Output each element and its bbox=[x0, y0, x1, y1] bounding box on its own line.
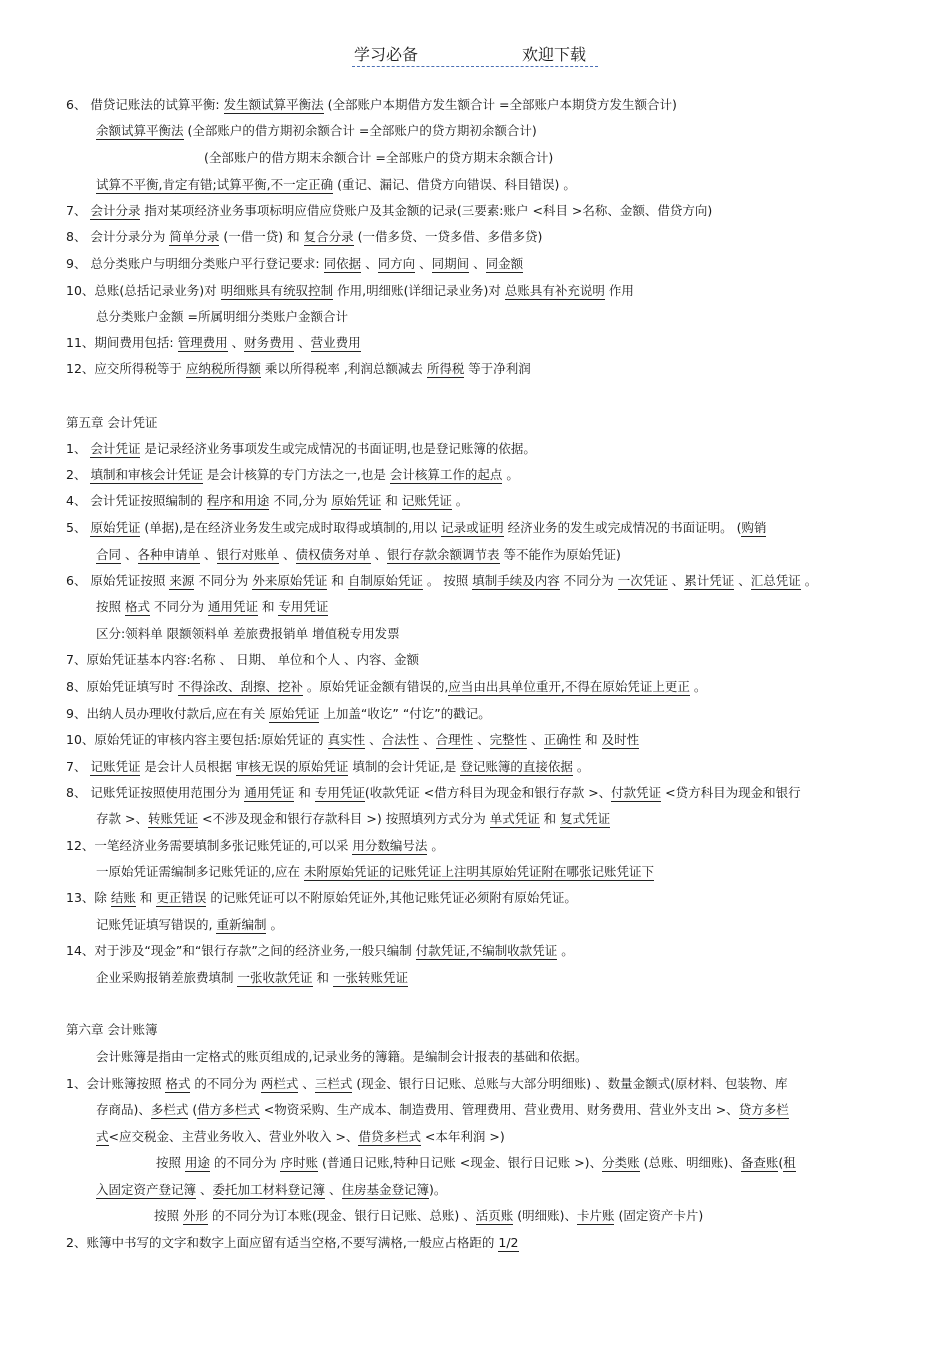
text-segment: 、 bbox=[121, 547, 138, 562]
text-segment: 。 bbox=[427, 838, 444, 853]
text-line bbox=[66, 705, 491, 723]
underlined-answer: 原始凭证 bbox=[331, 493, 382, 508]
text-segment: 、 bbox=[469, 256, 486, 271]
text-line bbox=[156, 1154, 796, 1172]
text-segment: 8、 会计分录分为 bbox=[66, 229, 170, 244]
underlined-answer: 自制原始凭证 bbox=[347, 573, 423, 588]
text-segment: 不同分为 bbox=[559, 573, 618, 588]
text-segment: 。 bbox=[572, 759, 590, 774]
underlined-answer: 明细账具有统驭控制 bbox=[220, 283, 334, 298]
text-segment: (一借一贷) 和 bbox=[219, 229, 304, 244]
text-segment: 上加盖“收讫” “付讫”的戳记。 bbox=[319, 706, 491, 721]
text-segment: 乘以所得税率 ,利润总额减去 bbox=[260, 361, 427, 376]
underlined-answer: 真实性 bbox=[327, 732, 366, 747]
text-segment: 、 bbox=[667, 573, 685, 588]
underlined-answer: 借方多栏式 bbox=[197, 1102, 260, 1117]
text-segment: <贷方科目为现金和银行 bbox=[661, 785, 801, 800]
text-segment: (收款凭证 <借方科目为现金和银行存款 >、 bbox=[364, 785, 612, 800]
underlined-answer: 租 bbox=[783, 1155, 796, 1170]
text-line bbox=[66, 678, 706, 696]
underlined-answer: 原始凭证 bbox=[269, 706, 320, 721]
text-segment: 12、应交所得税等于 bbox=[66, 361, 186, 376]
underlined-answer: 外形 bbox=[182, 1208, 208, 1223]
page-header bbox=[352, 40, 598, 67]
text-line bbox=[66, 440, 536, 458]
text-segment: (明细账)、 bbox=[513, 1208, 577, 1223]
header-left-text: 学习必备 bbox=[354, 45, 419, 64]
underlined-answer: 银行对账单 bbox=[216, 547, 280, 562]
text-segment: 6、 借贷记账法的试算平衡: bbox=[66, 97, 224, 112]
text-segment: 13、除 bbox=[66, 890, 111, 905]
text-segment: 第六章 会计账簿 bbox=[66, 1022, 158, 1037]
text-segment: 存商品)、 bbox=[96, 1102, 151, 1117]
underlined-answer: 购销 bbox=[741, 520, 767, 535]
text-segment: <本年利润 >) bbox=[420, 1129, 505, 1144]
text-line bbox=[66, 1021, 157, 1039]
text-line bbox=[96, 598, 328, 616]
underlined-answer: 分类账 bbox=[602, 1155, 640, 1170]
text-line bbox=[66, 837, 444, 855]
underlined-answer: 同依据 bbox=[323, 256, 362, 271]
underlined-answer: 审核无误的原始凭证 bbox=[235, 759, 349, 774]
underlined-answer: 通用凭证 bbox=[244, 785, 295, 800]
underlined-answer: 1/2 bbox=[498, 1235, 519, 1250]
text-line bbox=[96, 122, 537, 140]
text-segment: 4、 会计凭证按照编制的 bbox=[66, 493, 207, 508]
underlined-answer: 备查账 bbox=[740, 1155, 779, 1170]
text-segment: 10、总账(总括记录业务)对 bbox=[66, 283, 221, 298]
underlined-answer: 简单分录 bbox=[169, 229, 220, 244]
text-segment: 、 bbox=[734, 573, 751, 588]
text-line bbox=[66, 360, 531, 378]
text-line bbox=[66, 492, 468, 510]
text-segment: 。 按照 bbox=[422, 573, 473, 588]
text-segment: (现金、银行日记账、总账与大部分明细账) 、数量金额式(原材料、包装物、库 bbox=[352, 1076, 788, 1091]
text-line bbox=[66, 282, 634, 300]
text-segment: 企业采购报销差旅费填制 bbox=[96, 970, 238, 985]
text-segment: 和 bbox=[581, 732, 602, 747]
text-segment: 2、 bbox=[66, 467, 91, 482]
text-line bbox=[96, 1101, 789, 1119]
text-segment: 总分类账户金额 =所属明细分类账户金额合计 bbox=[96, 309, 348, 324]
text-segment: 10、原始凭证的审核内容主要包括:原始凭证的 bbox=[66, 732, 328, 747]
underlined-answer: 余额试算平衡法 bbox=[96, 123, 184, 138]
text-segment: 的不同分为订本账(现金、银行日记账、总账) 、 bbox=[208, 1208, 476, 1223]
underlined-answer: 用途 bbox=[184, 1155, 210, 1170]
text-segment: 不同分为 bbox=[150, 599, 208, 614]
underlined-answer: 同金额 bbox=[485, 256, 524, 271]
text-segment: <物资采购、生产成本、制造费用、管理费用、营业费用、财务费用、营业外支出 >、 bbox=[259, 1102, 739, 1117]
text-line bbox=[96, 1048, 587, 1066]
underlined-answer: 同期间 bbox=[431, 256, 470, 271]
underlined-answer: 合同 bbox=[96, 547, 122, 562]
underlined-answer: 入固定资产登记簿 bbox=[96, 1182, 197, 1197]
text-segment: 、 bbox=[279, 547, 296, 562]
text-segment: (固定资产卡片) bbox=[614, 1208, 704, 1223]
text-segment: 。 bbox=[502, 467, 519, 482]
text-line bbox=[66, 1075, 788, 1093]
text-segment: (重记、漏记、借贷方向错误、科目错误) 。 bbox=[333, 177, 576, 192]
underlined-answer: 填制和审核会计凭证 bbox=[90, 467, 203, 482]
text-segment: 、 bbox=[419, 732, 436, 747]
underlined-answer: 程序和用途 bbox=[206, 493, 270, 508]
text-line bbox=[66, 731, 639, 749]
text-segment: 作用,明细账(详细记录业务)对 bbox=[333, 283, 505, 298]
text-segment: (全部账户本期借方发生额合计 =全部账户本期贷方发生额合计) bbox=[323, 97, 677, 112]
underlined-answer: 更正错误 bbox=[156, 890, 207, 905]
underlined-answer: 会计核算工作的起点 bbox=[389, 467, 503, 482]
text-segment: 一原始凭证需编制多记账凭证的,应在 bbox=[96, 864, 304, 879]
underlined-answer: 专用凭证 bbox=[314, 785, 365, 800]
underlined-answer: 记账凭证 bbox=[401, 493, 452, 508]
text-segment: 第五章 会计凭证 bbox=[66, 415, 158, 430]
text-segment: (全部账户的借方期初余额合计 =全部账户的贷方期初余额合计) bbox=[183, 123, 537, 138]
text-line bbox=[66, 202, 712, 220]
underlined-answer: 记账凭证 bbox=[90, 759, 141, 774]
text-segment: (一借多贷、一贷多借、多借多贷) bbox=[353, 229, 543, 244]
underlined-answer: 活页账 bbox=[475, 1208, 514, 1223]
text-segment: 7、 bbox=[66, 759, 91, 774]
text-segment: <不涉及现金和银行存款科目 >) 按照填列方式分为 bbox=[197, 811, 490, 826]
underlined-answer: 复合分录 bbox=[303, 229, 354, 244]
underlined-answer: 未附原始凭证的记账凭证上注明其原始凭证附在哪张记账凭证下 bbox=[303, 864, 654, 879]
underlined-answer: 卡片账 bbox=[576, 1208, 615, 1223]
text-segment: 按照 bbox=[156, 1155, 185, 1170]
underlined-answer: 序时账 bbox=[280, 1155, 318, 1170]
underlined-answer: 会计凭证 bbox=[90, 441, 141, 456]
underlined-answer: 合理性 bbox=[435, 732, 474, 747]
text-segment: 记账凭证填写错误的, bbox=[96, 917, 217, 932]
underlined-answer: 付款凭证,不编制收款凭证 bbox=[415, 943, 558, 958]
text-segment: 9、出纳人员办理收付款后,应在有关 bbox=[66, 706, 270, 721]
underlined-answer: 及时性 bbox=[601, 732, 640, 747]
text-segment: 作用 bbox=[604, 283, 634, 298]
text-segment: 、 bbox=[298, 1076, 315, 1091]
text-segment: 和 bbox=[257, 599, 279, 614]
underlined-answer: 应当由出具单位重开,不得在原始凭证上更正 bbox=[448, 679, 690, 694]
text-segment: 存款 >、 bbox=[96, 811, 148, 826]
text-segment: 是会计核算的专门方法之一,也是 bbox=[202, 467, 390, 482]
underlined-answer: 累计凭证 bbox=[684, 573, 735, 588]
underlined-answer: 财务费用 bbox=[244, 335, 295, 350]
text-segment: 区分:领料单 限额领料单 差旅费报销单 增值税专用发票 bbox=[96, 626, 400, 641]
text-line bbox=[66, 758, 589, 776]
text-line bbox=[66, 519, 766, 537]
text-segment: 是记录经济业务事项发生或完成情况的书面证明,也是登记账簿的依据。 bbox=[140, 441, 536, 456]
text-segment: 不同,分为 bbox=[269, 493, 332, 508]
text-line bbox=[66, 784, 801, 802]
text-line bbox=[96, 308, 348, 326]
underlined-answer: 一张转账凭证 bbox=[332, 970, 408, 985]
text-line bbox=[96, 1128, 505, 1146]
underlined-answer: 借贷多栏式 bbox=[358, 1129, 421, 1144]
underlined-answer: 外来原始凭证 bbox=[252, 573, 328, 588]
text-segment: 12、一笔经济业务需要填制多张记账凭证的,可以采 bbox=[66, 838, 353, 853]
text-segment: 、 bbox=[370, 547, 387, 562]
text-segment: 1、会计账簿按照 bbox=[66, 1076, 166, 1091]
underlined-answer: 试算不平衡,肯定有错;试算平衡,不一定正确 bbox=[96, 177, 334, 192]
underlined-answer: 格式 bbox=[124, 599, 150, 614]
text-line bbox=[96, 969, 408, 987]
text-segment: 的记账凭证可以不附原始凭证外,其他记账凭证必须附有原始凭证。 bbox=[206, 890, 577, 905]
text-line bbox=[96, 916, 283, 934]
underlined-answer: 来源 bbox=[169, 573, 195, 588]
underlined-answer: 委托加工材料登记簿 bbox=[212, 1182, 326, 1197]
underlined-answer: 贷方多栏 bbox=[738, 1102, 789, 1117]
underlined-answer: 住房基金登记簿 bbox=[341, 1182, 430, 1197]
underlined-answer: 格式 bbox=[165, 1076, 191, 1091]
header-right-text: 欢迎下载 bbox=[522, 45, 587, 64]
underlined-answer: 单式凭证 bbox=[489, 811, 540, 826]
text-segment: 经济业务的发生或完成情况的书面证明。 ( bbox=[503, 520, 742, 535]
text-segment: (单据),是在经济业务发生或完成时取得或填制的,用以 bbox=[140, 520, 442, 535]
text-segment: 7、原始凭证基本内容:名称 、 日期、 单位和个人 、内容、金额 bbox=[66, 652, 420, 667]
text-segment: 、 bbox=[294, 335, 311, 350]
text-line bbox=[96, 1181, 446, 1199]
underlined-answer: 所得税 bbox=[426, 361, 465, 376]
text-segment: 、 bbox=[200, 547, 217, 562]
text-segment: 9、 总分类账户与明细分类账户平行登记要求: bbox=[66, 256, 324, 271]
text-line bbox=[66, 942, 574, 960]
text-segment: 和 bbox=[327, 573, 348, 588]
underlined-answer: 同方向 bbox=[377, 256, 416, 271]
underlined-answer: 不得涂改、刮擦、挖补 bbox=[177, 679, 303, 694]
underlined-answer: 总账具有补充说明 bbox=[504, 283, 605, 298]
text-segment: 和 bbox=[381, 493, 402, 508]
underlined-answer: 专用凭证 bbox=[278, 599, 329, 614]
text-line bbox=[66, 255, 523, 273]
text-segment: 、 bbox=[527, 732, 544, 747]
text-line bbox=[154, 1207, 703, 1225]
underlined-answer: 用分数编号法 bbox=[352, 838, 428, 853]
text-segment: 、 bbox=[473, 732, 490, 747]
text-line bbox=[96, 176, 576, 194]
text-segment: 和 bbox=[135, 890, 157, 905]
underlined-answer: 会计分录 bbox=[90, 203, 141, 218]
text-segment: 等于净利润 bbox=[464, 361, 531, 376]
text-segment: )。 bbox=[429, 1182, 447, 1197]
text-line bbox=[66, 889, 577, 907]
text-line bbox=[66, 1234, 519, 1252]
text-segment: (普通日记账,特种日记账 <现金、银行日记账 >)、 bbox=[317, 1155, 603, 1170]
underlined-answer: 付款凭证 bbox=[611, 785, 662, 800]
underlined-answer: 重新编制 bbox=[216, 917, 267, 932]
underlined-answer: 管理费用 bbox=[177, 335, 228, 350]
text-line bbox=[66, 334, 361, 352]
text-segment: 和 bbox=[312, 970, 333, 985]
text-line bbox=[96, 810, 610, 828]
text-segment: 和 bbox=[294, 785, 315, 800]
text-segment: 、 bbox=[227, 335, 245, 350]
text-segment: 。原始凭证金额有错误的, bbox=[302, 679, 449, 694]
text-segment: 的不同分为 bbox=[190, 1076, 261, 1091]
underlined-answer: 银行存款余额调节表 bbox=[387, 547, 500, 562]
text-line bbox=[66, 228, 542, 246]
text-segment: 、 bbox=[325, 1182, 342, 1197]
underlined-answer: 应纳税所得额 bbox=[185, 361, 261, 376]
underlined-answer: 结账 bbox=[110, 890, 136, 905]
underlined-answer: 两栏式 bbox=[260, 1076, 299, 1091]
text-segment: 、 bbox=[361, 256, 378, 271]
underlined-answer: 转账凭证 bbox=[147, 811, 198, 826]
text-line bbox=[96, 863, 654, 881]
text-segment: 7、 bbox=[66, 203, 91, 218]
underlined-answer: 记录或证明 bbox=[441, 520, 504, 535]
text-segment: 、 bbox=[415, 256, 432, 271]
underlined-answer: 完整性 bbox=[489, 732, 528, 747]
text-segment: 2、账簿中书写的文字和数字上面应留有适当空格,不要写满格,一般应占格距的 bbox=[66, 1235, 499, 1250]
text-line bbox=[96, 546, 621, 564]
text-segment: ( bbox=[188, 1102, 198, 1117]
text-segment: <应交税金、主营业务收入、营业外收入 >、 bbox=[108, 1129, 359, 1144]
text-line bbox=[66, 96, 677, 114]
text-line bbox=[66, 572, 817, 590]
underlined-answer: 登记账簿的直接依据 bbox=[460, 759, 573, 774]
text-segment: 。 bbox=[557, 943, 574, 958]
text-segment: 按照 bbox=[96, 599, 125, 614]
underlined-answer: 填制手续及内容 bbox=[472, 573, 560, 588]
underlined-answer: 营业费用 bbox=[310, 335, 361, 350]
underlined-answer: 发生额试算平衡法 bbox=[223, 97, 324, 112]
underlined-answer: 原始凭证 bbox=[90, 520, 141, 535]
underlined-answer: 式 bbox=[96, 1129, 109, 1144]
underlined-answer: 一张收款凭证 bbox=[237, 970, 313, 985]
underlined-answer: 一次凭证 bbox=[617, 573, 668, 588]
text-segment: 。 bbox=[800, 573, 818, 588]
text-segment: 。 bbox=[689, 679, 707, 694]
text-segment: 11、期间费用包括: bbox=[66, 335, 178, 350]
text-line bbox=[66, 466, 519, 484]
text-segment: 6、 原始凭证按照 bbox=[66, 573, 170, 588]
underlined-answer: 三栏式 bbox=[314, 1076, 353, 1091]
text-segment: 8、 记账凭证按照使用范围分为 bbox=[66, 785, 245, 800]
text-segment: 8、原始凭证填写时 bbox=[66, 679, 178, 694]
text-segment: 等不能作为原始凭证) bbox=[499, 547, 621, 562]
text-segment: 1、 bbox=[66, 441, 91, 456]
text-segment: 、 bbox=[196, 1182, 213, 1197]
text-segment: ( bbox=[778, 1155, 784, 1170]
text-segment: 。 bbox=[451, 493, 469, 508]
text-segment: 填制的会计凭证,是 bbox=[348, 759, 461, 774]
text-line bbox=[96, 625, 400, 643]
text-segment: 按照 bbox=[154, 1208, 183, 1223]
text-segment: 指对某项经济业务事项标明应借应贷账户及其金额的记录(三要素:账户 <科目 >名称、金额、借贷方向) bbox=[140, 203, 713, 218]
text-segment: 14、对于涉及“现金”和“银行存款”之间的经济业务,一般只编制 bbox=[66, 943, 416, 958]
text-line bbox=[66, 651, 419, 669]
underlined-answer: 债权债务对单 bbox=[295, 547, 371, 562]
underlined-answer: 合法性 bbox=[381, 732, 420, 747]
text-line bbox=[204, 149, 553, 167]
underlined-answer: 多栏式 bbox=[150, 1102, 189, 1117]
text-segment: (总账、明细账)、 bbox=[639, 1155, 741, 1170]
text-segment: 会计账簿是指由一定格式的账页组成的,记录业务的簿籍。是编制会计报表的基础和依据。 bbox=[96, 1049, 588, 1064]
text-segment: 是会计人员根据 bbox=[140, 759, 236, 774]
underlined-answer: 各种申请单 bbox=[137, 547, 201, 562]
underlined-answer: 通用凭证 bbox=[207, 599, 258, 614]
underlined-answer: 汇总凭证 bbox=[750, 573, 801, 588]
text-segment: 、 bbox=[365, 732, 382, 747]
text-segment: 不同分为 bbox=[194, 573, 253, 588]
text-line bbox=[66, 414, 157, 432]
text-segment: (全部账户的借方期末余额合计 =全部账户的贷方期末余额合计) bbox=[204, 150, 554, 165]
underlined-answer: 正确性 bbox=[543, 732, 582, 747]
text-segment: 5、 bbox=[66, 520, 91, 535]
text-segment: 的不同分为 bbox=[210, 1155, 281, 1170]
text-segment: 。 bbox=[266, 917, 283, 932]
text-segment: 和 bbox=[539, 811, 561, 826]
underlined-answer: 复式凭证 bbox=[560, 811, 611, 826]
